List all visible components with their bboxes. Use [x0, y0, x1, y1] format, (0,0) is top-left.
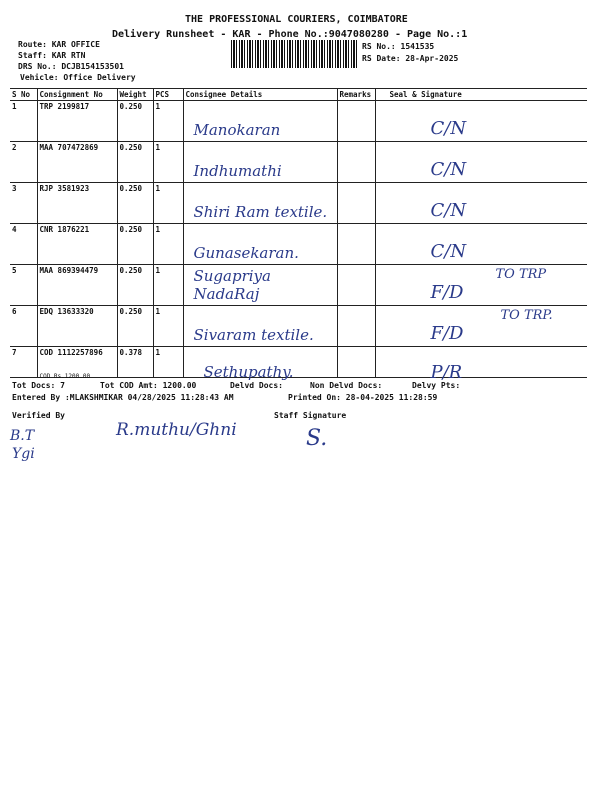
col-pcs: PCS — [153, 89, 183, 101]
cell-consignment — [37, 347, 117, 378]
cell-sno: 5 — [10, 265, 37, 306]
cell-sno: 2 — [10, 142, 37, 183]
table-row — [10, 142, 587, 183]
col-remarks: Remarks — [337, 89, 375, 101]
cell-consignee — [183, 101, 337, 142]
table-row — [10, 101, 587, 142]
runsheet-table — [10, 88, 587, 383]
cell-pcs: 1 — [153, 142, 183, 183]
cell-consignment: MAA 869394479 — [37, 265, 117, 306]
table-row — [10, 265, 587, 306]
consignee-handwriting: Sugapriya NadaRaj — [193, 267, 271, 303]
seal-handwriting: F/D — [430, 282, 464, 303]
seal-handwriting: C/N — [430, 241, 467, 262]
cell-consignment: CNR 1876221 — [37, 224, 117, 265]
cell-pcs: 1 — [153, 265, 183, 306]
cell-remarks — [337, 142, 375, 183]
barcode-image — [231, 40, 357, 68]
consignee-handwriting: Sethupathy. — [203, 363, 294, 381]
verified-handwriting-2: Ygi — [12, 446, 35, 462]
cell-sno: 3 — [10, 183, 37, 224]
cell-weight: 0.250 — [117, 142, 153, 183]
cell-weight: 0.378 — [117, 347, 153, 378]
staff-signature-handwriting: S. — [306, 426, 328, 451]
non-delivered-docs: Non Delvd Docs: — [310, 381, 383, 390]
cell-remarks — [337, 183, 375, 224]
cell-consignment: TRP 2199817 — [37, 101, 117, 142]
total-cod-amount: Tot COD Amt: 1200.00 — [100, 381, 197, 390]
seal-handwriting: P/R — [430, 362, 463, 383]
cell-weight: 0.250 — [117, 183, 153, 224]
cell-seal — [375, 224, 587, 265]
verified-handwriting-1: B.T — [10, 428, 35, 444]
col-seal: Seal & Signature — [375, 89, 587, 101]
seal-handwriting: C/N — [430, 118, 467, 139]
cell-pcs: 1 — [153, 306, 183, 347]
vehicle-label: Vehicle: Office Delivery — [20, 73, 136, 82]
cell-sno: 7 — [10, 347, 37, 378]
cell-weight: 0.250 — [117, 101, 153, 142]
cell-seal — [375, 142, 587, 183]
printed-on: Printed On: 28-04-2025 11:28:59 — [288, 393, 438, 402]
cell-consignment: MAA 707472869 — [37, 142, 117, 183]
cell-consignment: RJP 3581923 — [37, 183, 117, 224]
seal-handwriting: C/N — [430, 200, 467, 221]
cell-remarks — [337, 224, 375, 265]
cell-consignee — [183, 142, 337, 183]
company-title: THE PROFESSIONAL COURIERS, COIMBATORE — [185, 14, 408, 25]
seal-handwriting: C/N — [430, 159, 467, 180]
cod-note: COD Rs.1200.00 — [39, 373, 91, 380]
consignee-handwriting: Manokaran — [193, 121, 281, 139]
transfer-note: TO TRP. — [500, 308, 553, 323]
table-row — [10, 224, 587, 265]
verifier-signature: R.muthu/Ghni — [116, 420, 237, 440]
table-row — [10, 306, 587, 347]
cell-pcs: 1 — [153, 101, 183, 142]
cell-seal — [375, 306, 587, 347]
cell-seal — [375, 347, 587, 383]
cell-sno: 6 — [10, 306, 37, 347]
cell-weight: 0.250 — [117, 306, 153, 347]
staff-signature-label: Staff Signature — [274, 411, 347, 420]
seal-handwriting: F/D — [430, 323, 464, 344]
cell-pcs: 1 — [153, 183, 183, 224]
cell-consignee — [183, 183, 337, 224]
cell-weight: 0.250 — [117, 224, 153, 265]
cell-seal — [375, 183, 587, 224]
cell-seal — [375, 265, 587, 306]
table-header-row — [10, 89, 587, 101]
rs-number: RS No.: 1541535 — [362, 42, 435, 51]
cell-consignee — [183, 306, 337, 347]
consignee-handwriting: Indhumathi — [193, 162, 282, 180]
entered-by: Entered By :MLAKSHMIKAR 04/28/2025 11:28:43 AM — [12, 393, 234, 402]
cell-remarks — [337, 347, 375, 378]
rs-date: RS Date: 28-Apr-2025 — [362, 54, 459, 63]
cell-sno: 1 — [10, 101, 37, 142]
col-consignment: Consignment No — [37, 89, 117, 101]
cell-seal — [375, 101, 587, 142]
drs-label: DRS No.: DCJB154153501 — [18, 62, 124, 71]
cell-pcs: 1 — [153, 347, 183, 378]
transfer-note: TO TRP — [495, 267, 547, 282]
cell-consignee — [183, 265, 337, 306]
delivery-points: Delvy Pts: — [412, 381, 461, 390]
consignee-handwriting: Gunasekaran. — [193, 244, 299, 262]
cell-pcs: 1 — [153, 224, 183, 265]
cell-remarks — [337, 265, 375, 306]
cell-weight: 0.250 — [117, 265, 153, 306]
cell-remarks — [337, 101, 375, 142]
consignment-number: COD 1112257896 — [39, 348, 103, 357]
staff-label: Staff: KAR RTN — [18, 51, 86, 60]
table-row — [10, 183, 587, 224]
delivered-docs: Delvd Docs: — [230, 381, 283, 390]
total-docs: Tot Docs: 7 — [12, 381, 65, 390]
col-consignee: Consignee Details — [183, 89, 337, 101]
route-label: Route: KAR OFFICE — [18, 40, 100, 49]
consignee-handwriting: Shiri Ram textile. — [193, 203, 328, 221]
runsheet-subtitle: Delivery Runsheet - KAR - Phone No.:9047080280 - Page No.:1 — [112, 29, 468, 40]
consignee-handwriting: Sivaram textile. — [193, 326, 314, 344]
cell-consignee — [183, 224, 337, 265]
col-weight: Weight — [117, 89, 153, 101]
cell-remarks — [337, 306, 375, 347]
verified-by-label: Verified By — [12, 411, 65, 420]
col-sno: S No — [10, 89, 37, 101]
cell-consignment: EDQ 13633320 — [37, 306, 117, 347]
cell-sno: 4 — [10, 224, 37, 265]
cell-consignee — [183, 347, 337, 381]
table-row — [10, 347, 587, 378]
